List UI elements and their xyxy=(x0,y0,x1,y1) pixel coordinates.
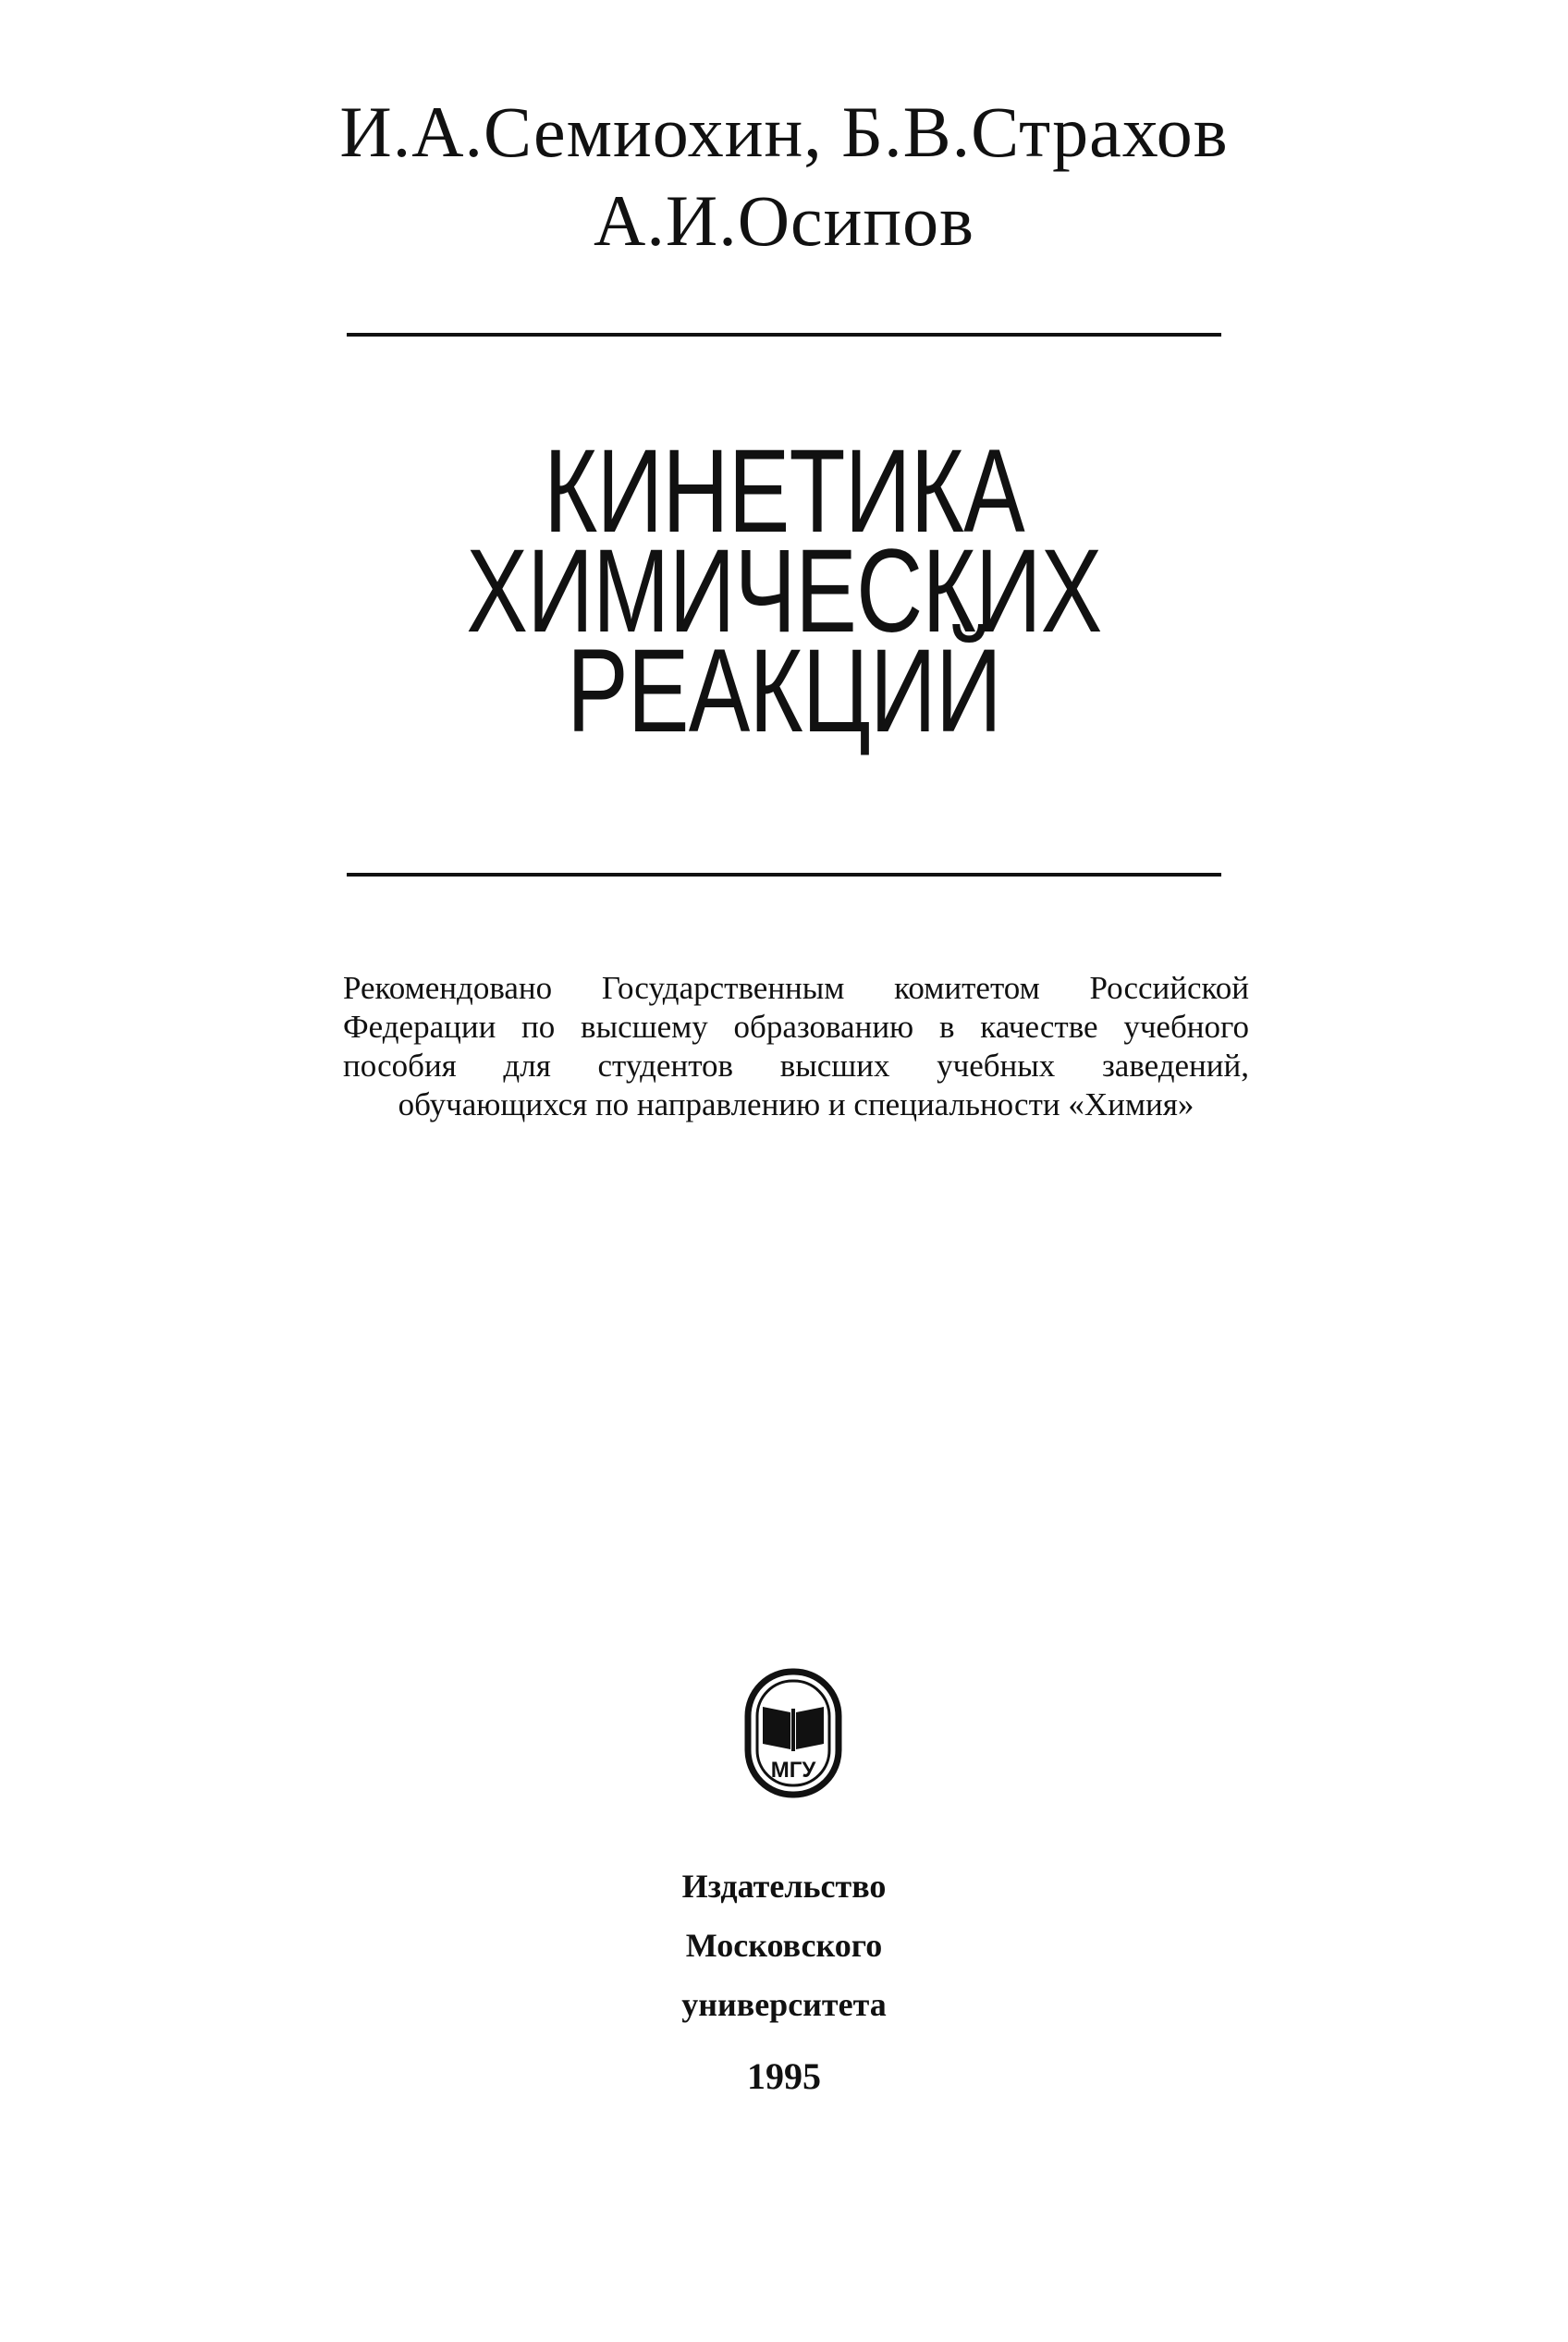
publisher-line-2: Московского xyxy=(685,1927,883,1964)
authors-line-1: И.А.Семиохин, Б.В.Страхов xyxy=(339,92,1229,172)
authors xyxy=(0,88,1568,265)
recommendation-text: Рекомендовано Государственным комитетом Российской Федерации по высшему образованию в качестве учебного пособия для студентов высших учебных заведений, обучающихся по направлению и специальности «Химия» xyxy=(343,970,1249,1122)
authors-line-2: А.И.Осипов xyxy=(594,180,974,261)
publisher-logo xyxy=(742,1666,844,1800)
publisher xyxy=(0,1857,1568,2034)
title-line-1: КИНЕТИКА xyxy=(544,425,1024,558)
open-book-icon xyxy=(763,1707,824,1751)
title-line-2: ХИМИЧЕСКИХ xyxy=(466,525,1102,657)
title-line-3: РЕАКЦИЙ xyxy=(567,625,1001,757)
top-divider xyxy=(347,333,1221,337)
logo-text: МГУ xyxy=(770,1758,816,1783)
book-title xyxy=(173,425,1396,757)
publication-year: 1995 xyxy=(747,2055,821,2097)
bottom-divider xyxy=(347,873,1221,877)
publisher-line-3: университета xyxy=(681,1986,887,2023)
publisher-line-1: Издательство xyxy=(681,1868,887,1905)
